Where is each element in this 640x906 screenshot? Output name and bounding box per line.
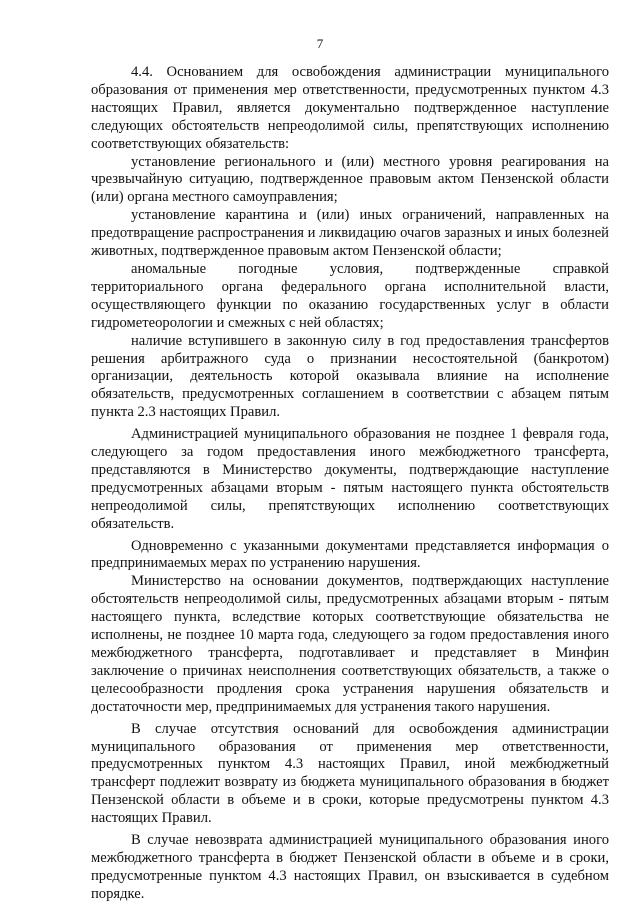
paragraph-4-4: 4.4. Основанием для освобождения администрации муниципального образования от применения мер ответственности, предусмотренных пунктом 4.3 настоящих Правил, является документально подтвержденное наступление следующих обстоятельств непреодолимой силы, препятствующих исполнению соответствующих обязательств: [91, 64, 609, 152]
paragraph-bankruptcy: наличие вступившего в законную силу в год предоставления трансфертов решения арбитражного суда о признании несостоятельной (банкротом) организации, деятельность которой оказывала влияние на исполнение обязательств, предусмотренных соглашением в соответствии с абзацем пятым пункта 2.3 настоящих Правил. [91, 332, 609, 421]
paragraph-weather: аномальные погодные условия, подтвержденные справкой территориального органа федерального органа исполнительной власти, осуществляющего функции по оказанию государственных услуг в области гидрометеорологии и смежных с ней областях; [91, 260, 609, 331]
paragraph-return-transfer: В случае отсутствия оснований для освобождения администрации муниципального образования от применения мер ответственности, предусмотренных пунктом 4.3 настоящих Правил, иной межбюджетный трансферт подлежит возврату из бюджета муниципального образования в бюджет Пензенской области в объеме и в сроки, которые предусмотрены пунктом 4.3 настоящих Правил. [91, 720, 609, 827]
paragraph-measures-info: Одновременно с указанными документами представляется информация о предпринимаемых мерах по устранению нарушения. [91, 537, 609, 572]
page-number: 7 [316, 36, 324, 51]
paragraph-emergency-response: установление регионального и (или) местного уровня реагирования на чрезвычайную ситуацию, подтвержденное правовым актом Пензенской области (или) органа местного самоуправления; [91, 153, 609, 206]
document-body [91, 64, 609, 904]
paragraph-documents-deadline: Администрацией муниципального образования не позднее 1 февраля года, следующего за годом предоставления иного межбюджетного трансферта, представляются в Министерство документы, подтверждающие наступление предусмотренных абзацами вторым - пятым настоящего пункта обстоятельств непреодолимой силы, препятствующих исполнению соответствующих обязательств. [91, 426, 609, 532]
paragraph-quarantine: установление карантина и (или) иных ограничений, направленных на предотвращение распространения и ликвидацию очагов заразных и иных болезней животных, подтвержденное правовым актом Пензенской области; [91, 207, 609, 260]
paragraph-court-recovery: В случае невозврата администрацией муниципального образования иного межбюджетного трансферта в бюджет Пензенской области в объеме и в сроки, предусмотренные пунктом 4.3 настоящих Правил, он взыскивается в судебном порядке. [91, 832, 609, 902]
paragraph-ministry-conclusion: Министерство на основании документов, подтверждающих наступление обстоятельств непреодолимой силы, предусмотренных абзацами вторым - пятым настоящего пункта, вследствие которых соответствующие обязательства не исполнены, не позднее 10 марта года, следующего за годом предоставления иного межбюджетного трансферта, подготавливает и представляет в Минфин заключение о причинах неисполнения соответствующих обязательств, а также о целесообразности продления срока устранения нарушения обязательств и достаточности мер, предпринимаемых для устранения такого нарушения. [91, 573, 609, 715]
